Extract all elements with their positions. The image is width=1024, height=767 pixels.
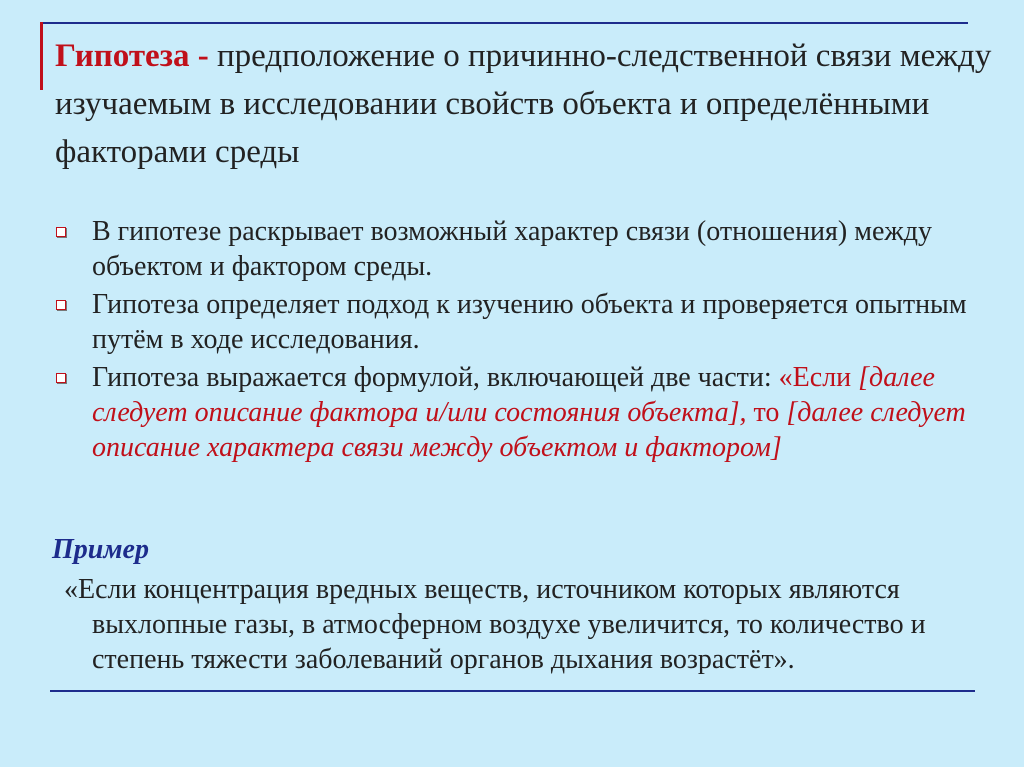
square-bullet-icon — [56, 227, 66, 237]
left-accent-bar — [40, 22, 43, 90]
bullet-item — [52, 214, 1012, 284]
bullet-text: Гипотеза определяет подход к изучению объекта и проверяется опытным путём в ходе исследования. — [92, 289, 967, 355]
bullet-text: Гипотеза выражается формулой, включающей две части: — [92, 362, 779, 393]
bullet-item — [52, 360, 1012, 465]
example-text: «Если концентрация вредных веществ, источником которых являются выхлопные газы, в атмосферном воздухе увеличится, то количество и степень тяжести заболеваний органов дыхания возрастёт». — [64, 574, 926, 675]
square-bullet-icon — [56, 300, 66, 310]
bullet-list — [52, 214, 1012, 468]
term-definition: предположение о причинно-следственной связи между изучаемым в исследовании свойств объекта и определёнными факторами среды — [55, 38, 992, 170]
formula-condition: [далее следует описание фактора и/или состояния объекта], — [92, 362, 935, 428]
term-hypothesis: Гипотеза - — [55, 38, 209, 74]
formula-if-word: «Если — [778, 362, 852, 393]
square-bullet-icon — [56, 373, 66, 383]
formula-consequence: [далее следует описание характера связи между объектом и фактором] — [92, 397, 966, 463]
bullet-text: В гипотезе раскрывает возможный характер связи (отношения) между объектом и фактором среды. — [92, 216, 932, 282]
top-divider — [40, 22, 968, 24]
bottom-divider — [50, 690, 975, 692]
definition-title — [55, 32, 1015, 176]
formula-then-word: то — [746, 397, 780, 428]
bullet-item — [52, 287, 1012, 357]
example-heading: Пример — [52, 534, 149, 565]
